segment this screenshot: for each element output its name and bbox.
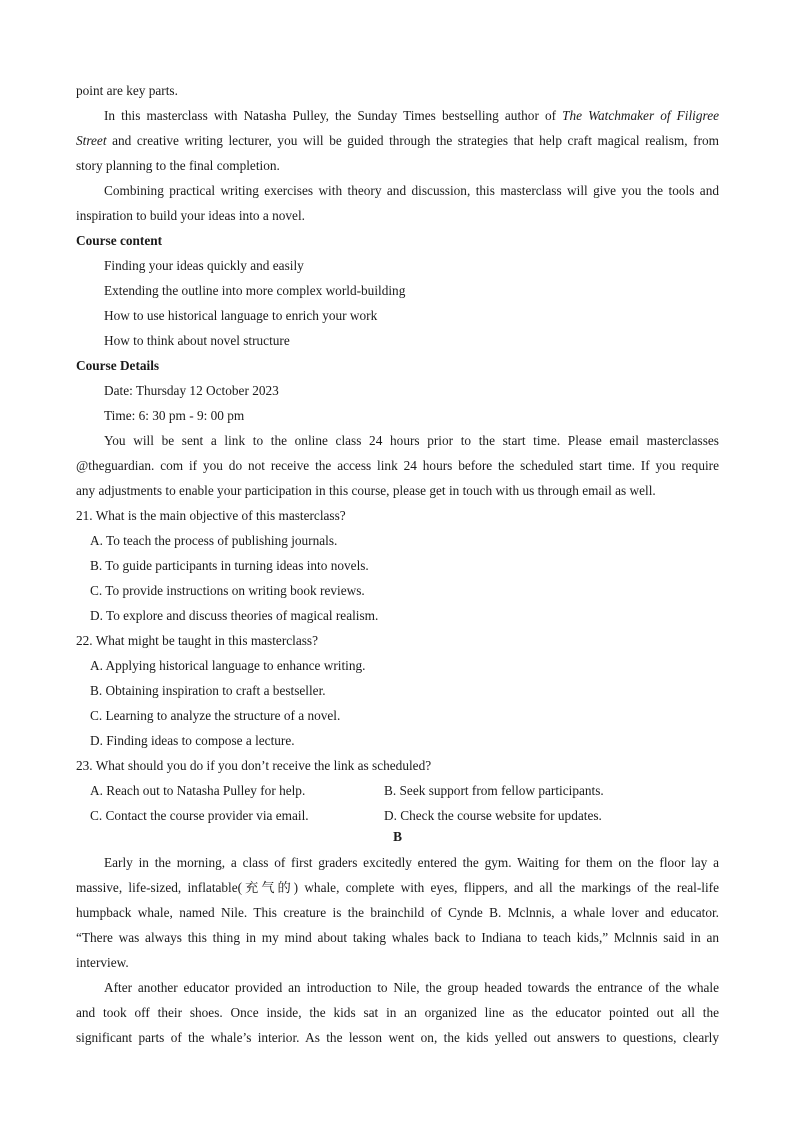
answer-option: D. Check the course website for updates. bbox=[384, 808, 602, 823]
answer-option: A. Applying historical language to enhance writing. bbox=[90, 658, 366, 673]
paragraph-line: After another educator provided an introduction to Nile, the group headed towards the entrance of the whale bbox=[104, 980, 719, 995]
option-row bbox=[76, 803, 719, 828]
answer-option: A. To teach the process of publishing journals. bbox=[90, 533, 338, 548]
answer-option: B. Seek support from fellow participants. bbox=[384, 783, 604, 798]
paragraph-line: You will be sent a link to the online class 24 hours prior to the start time. Please email masterclasses bbox=[104, 433, 719, 448]
paragraph-line: @theguardian. com if you do not receive the access link 24 hours before the scheduled start time. If you require bbox=[76, 458, 719, 473]
answer-option: A. Reach out to Natasha Pulley for help. bbox=[90, 783, 306, 798]
answer-option: B. Obtaining inspiration to craft a bestseller. bbox=[90, 683, 326, 698]
paragraph-line: story planning to the final completion. bbox=[76, 158, 280, 173]
paragraph-line bbox=[76, 128, 719, 153]
paragraph-line: and took off their shoes. Once inside, the kids sat in an organized line as the educator pointed out all the bbox=[76, 1005, 719, 1020]
text-span: In this masterclass with Natasha Pulley, the Sunday Times bestselling author of bbox=[104, 108, 563, 123]
question-stem: 23. What should you do if you don’t receive the link as scheduled? bbox=[76, 758, 432, 773]
paragraph-line: Early in the morning, a class of first graders excitedly entered the gym. Waiting for them on the floor lay a bbox=[104, 855, 719, 870]
section-heading: Course content bbox=[76, 233, 163, 248]
paragraph-line bbox=[76, 103, 719, 128]
paragraph-line: point are key parts. bbox=[76, 83, 178, 98]
answer-option: C. To provide instructions on writing book reviews. bbox=[90, 583, 365, 598]
answer-option: C. Contact the course provider via email. bbox=[90, 808, 309, 823]
answer-option: D. To explore and discuss theories of magical realism. bbox=[90, 608, 379, 623]
list-item: How to use historical language to enrich your work bbox=[104, 308, 378, 323]
list-item: Extending the outline into more complex world-building bbox=[104, 283, 406, 298]
section-heading: Course Details bbox=[76, 358, 160, 373]
list-item: Finding your ideas quickly and easily bbox=[104, 258, 304, 273]
paragraph-line: “There was always this thing in my mind about taking whales back to Indiana to teach kids,” Mclnnis said in an bbox=[76, 930, 719, 945]
list-item: How to think about novel structure bbox=[104, 333, 290, 348]
answer-option: B. To guide participants in turning ideas into novels. bbox=[90, 558, 369, 573]
book-title: Street bbox=[76, 133, 107, 148]
text-span: and creative writing lecturer, you will be guided through the strategies that help craft magical realism, from bbox=[106, 133, 719, 148]
paragraph-line: inspiration to build your ideas into a novel. bbox=[76, 208, 305, 223]
paragraph-line: humpback whale, named Nile. This creature is the brainchild of Cynde B. Mclnnis, a whale lover and educator. bbox=[76, 905, 719, 920]
paragraph-line: interview. bbox=[76, 955, 129, 970]
paragraph-line: any adjustments to enable your participation in this course, please get in touch with us through email as well. bbox=[76, 483, 656, 498]
course-time: Time: 6: 30 pm - 9: 00 pm bbox=[104, 408, 245, 423]
answer-option: D. Finding ideas to compose a lecture. bbox=[90, 733, 295, 748]
question-stem: 21. What is the main objective of this masterclass? bbox=[76, 508, 346, 523]
section-heading: B bbox=[393, 829, 402, 844]
question-stem: 22. What might be taught in this masterclass? bbox=[76, 633, 319, 648]
course-date: Date: Thursday 12 October 2023 bbox=[104, 383, 279, 398]
paragraph-line: significant parts of the whale’s interior. As the lesson went on, the kids yelled out answers to questions, clearly bbox=[76, 1030, 719, 1045]
document-page bbox=[76, 78, 719, 1050]
answer-option: C. Learning to analyze the structure of a novel. bbox=[90, 708, 341, 723]
book-title: The Watchmaker of Filigree bbox=[562, 108, 719, 123]
option-row bbox=[76, 778, 719, 803]
paragraph-line: Combining practical writing exercises with theory and discussion, this masterclass will give you the tools and bbox=[104, 183, 719, 198]
paragraph-line: massive, life-sized, inflatable(充气的) whale, complete with eyes, flippers, and all the markings of the real-life bbox=[76, 880, 719, 895]
